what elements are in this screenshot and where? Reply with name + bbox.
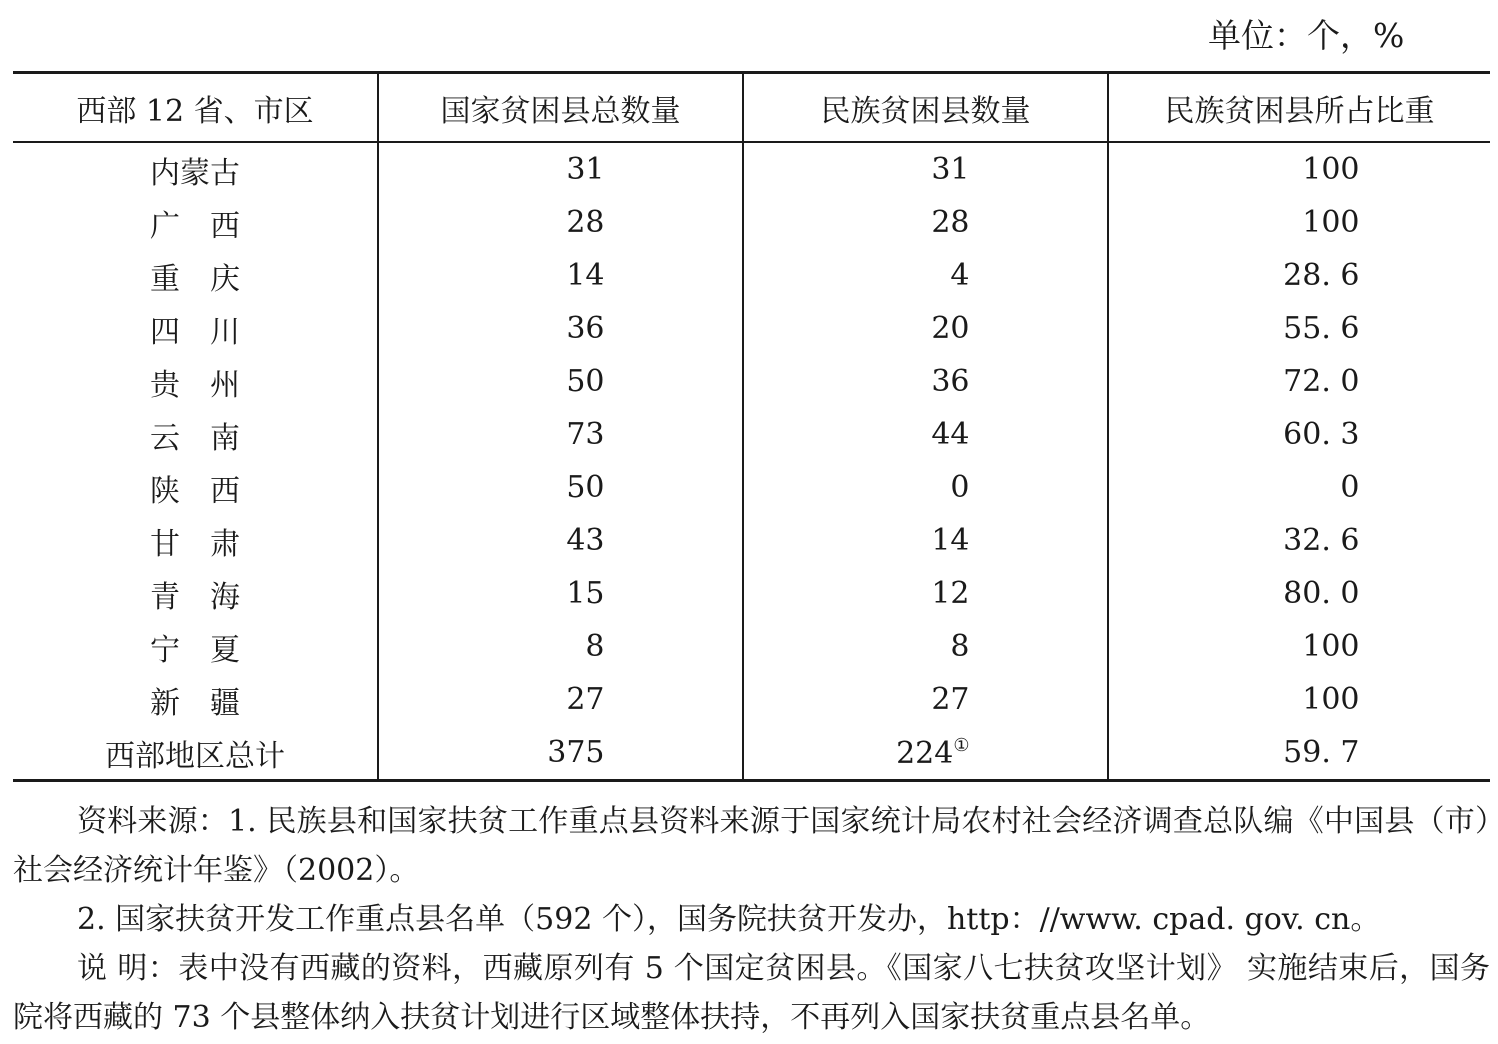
cell-total-value: [517, 523, 605, 558]
cell-region: [13, 514, 378, 567]
table-row: [13, 567, 1490, 620]
cell-share-text: 80. 0: [1283, 576, 1360, 611]
cell-ethnic-value: [882, 470, 970, 505]
region-name: 贵 州: [150, 367, 240, 403]
cell-ethnic-value: [882, 417, 970, 452]
cell-total-value: [517, 470, 605, 505]
cell-region: [13, 726, 378, 781]
cell-total-text: 36: [566, 311, 605, 346]
cell-share: [1108, 461, 1490, 514]
table-row: [13, 408, 1490, 461]
cell-ethnic-text: 224: [896, 735, 954, 771]
cell-share-value: [1240, 205, 1360, 240]
cell-total-value: [517, 735, 605, 770]
cell-ethnic-text: 31: [931, 152, 970, 187]
table-row: [13, 673, 1490, 726]
cell-total-text: 28: [566, 205, 605, 240]
cell-total-value: [517, 311, 605, 346]
cell-total: [378, 302, 743, 355]
cell-ethnic-value: [882, 682, 970, 717]
cell-share-value: [1240, 417, 1360, 452]
note-explanation: 说 明：表中没有西藏的资料，西藏原列有 5 个国定贫困县。《国家八七扶贫攻坚计划》 实施结束后，国务院将西藏的 73 个县整体纳入扶贫计划进行区域整体扶持，不再列入国家扶贫重点县名单。: [13, 951, 1490, 1035]
cell-total: [378, 514, 743, 567]
region-name: 内蒙古: [150, 155, 240, 191]
poverty-county-table: [13, 71, 1490, 782]
cell-total-text: 15: [566, 576, 605, 611]
cell-total-text: 50: [566, 364, 605, 399]
cell-ethnic-value: [882, 629, 970, 664]
cell-share-value: [1240, 152, 1360, 187]
cell-ethnic-value: [882, 364, 970, 399]
cell-ethnic-value: [882, 576, 970, 611]
cell-ethnic-text: 20: [931, 311, 970, 346]
cell-share: [1108, 302, 1490, 355]
cell-total-value: [517, 417, 605, 452]
cell-share-text: 100: [1302, 152, 1360, 187]
table-row: [13, 142, 1490, 196]
cell-total-value: [517, 629, 605, 664]
cell-share-text: 100: [1302, 629, 1360, 664]
cell-ethnic: [743, 408, 1108, 461]
region-name: 陕 西: [150, 473, 240, 509]
cell-share-text: 59. 7: [1283, 735, 1360, 770]
cell-ethnic: [743, 196, 1108, 249]
cell-ethnic-value: [882, 735, 970, 771]
table-row: [13, 461, 1490, 514]
cell-ethnic: [743, 355, 1108, 408]
cell-share-value: [1240, 629, 1360, 664]
note-source-2: 2. 国家扶贫开发工作重点县名单（592 个），国务院扶贫开发办，http：//www. cpad. gov. cn。: [77, 902, 1381, 937]
cell-ethnic-value: [882, 311, 970, 346]
cell-ethnic: [743, 461, 1108, 514]
cell-ethnic: [743, 620, 1108, 673]
cell-share-value: [1240, 258, 1360, 293]
cell-region: [13, 302, 378, 355]
cell-share-value: [1240, 682, 1360, 717]
cell-share: [1108, 142, 1490, 196]
cell-ethnic-value: [882, 523, 970, 558]
cell-region: [13, 673, 378, 726]
cell-ethnic: [743, 142, 1108, 196]
region-name: 西部地区总计: [105, 738, 285, 774]
cell-share: [1108, 620, 1490, 673]
cell-share-value: [1240, 311, 1360, 346]
cell-total-value: [517, 576, 605, 611]
cell-total-text: 31: [566, 152, 605, 187]
cell-total-text: 8: [585, 629, 605, 664]
cell-total-value: [517, 682, 605, 717]
note-source-1: 资料来源：1. 民族县和国家扶贫工作重点县资料来源于国家统计局农村社会经济调查总队编《中国县（市）社会经济统计年鉴》（2002）。: [13, 804, 1490, 888]
cell-share-text: 60. 3: [1283, 417, 1360, 452]
cell-share-text: 55. 6: [1283, 311, 1360, 346]
cell-total: [378, 355, 743, 408]
cell-ethnic-text: 8: [950, 629, 970, 664]
cell-share: [1108, 567, 1490, 620]
cell-total: [378, 142, 743, 196]
cell-share: [1108, 514, 1490, 567]
cell-total-text: 27: [566, 682, 605, 717]
footnote-marker: ①: [953, 734, 970, 756]
cell-ethnic-text: 27: [931, 682, 970, 717]
cell-region: [13, 461, 378, 514]
cell-share-text: 28. 6: [1283, 258, 1360, 293]
cell-share-text: 72. 0: [1283, 364, 1360, 399]
cell-share-value: [1240, 364, 1360, 399]
table-body: [13, 142, 1490, 781]
cell-total-value: [517, 205, 605, 240]
cell-region: [13, 355, 378, 408]
cell-share-value: [1240, 470, 1360, 505]
cell-ethnic: [743, 567, 1108, 620]
cell-ethnic-text: 28: [931, 205, 970, 240]
cell-total: [378, 249, 743, 302]
cell-share-value: [1240, 523, 1360, 558]
cell-share-value: [1240, 576, 1360, 611]
table-row: [13, 355, 1490, 408]
cell-share: [1108, 726, 1490, 781]
cell-ethnic: [743, 673, 1108, 726]
cell-total: [378, 726, 743, 781]
cell-region: [13, 142, 378, 196]
cell-share-text: 100: [1302, 682, 1360, 717]
table-row: [13, 302, 1490, 355]
table-row: [13, 726, 1490, 781]
cell-ethnic: [743, 514, 1108, 567]
cell-ethnic: [743, 726, 1108, 781]
cell-share: [1108, 408, 1490, 461]
table-notes: [13, 797, 1490, 1042]
cell-ethnic-value: [882, 152, 970, 187]
unit-label: 单位：个，%: [1208, 16, 1405, 55]
cell-share-text: 32. 6: [1283, 523, 1360, 558]
cell-total-text: 375: [547, 735, 605, 770]
cell-total: [378, 196, 743, 249]
region-name: 甘 肃: [150, 526, 240, 562]
header-total-poor-counties: 国家贫困县总数量: [378, 73, 743, 143]
cell-share: [1108, 249, 1490, 302]
cell-total: [378, 408, 743, 461]
cell-total-text: 50: [566, 470, 605, 505]
cell-region: [13, 408, 378, 461]
cell-ethnic-text: 12: [931, 576, 970, 611]
table-row: [13, 514, 1490, 567]
cell-total-value: [517, 364, 605, 399]
cell-total-text: 43: [566, 523, 605, 558]
table-row: [13, 249, 1490, 302]
cell-total: [378, 567, 743, 620]
cell-share: [1108, 673, 1490, 726]
cell-share: [1108, 196, 1490, 249]
cell-ethnic-text: 14: [931, 523, 970, 558]
cell-ethnic-text: 44: [931, 417, 970, 452]
cell-total-text: 14: [566, 258, 605, 293]
cell-ethnic-value: [882, 205, 970, 240]
cell-share-text: 0: [1340, 470, 1360, 505]
cell-ethnic-text: 36: [931, 364, 970, 399]
header-region: 西部 12 省、市区: [13, 73, 378, 143]
cell-total: [378, 620, 743, 673]
region-name: 宁 夏: [150, 632, 240, 668]
cell-ethnic-text: 4: [950, 258, 970, 293]
cell-ethnic: [743, 249, 1108, 302]
cell-share: [1108, 355, 1490, 408]
region-name: 云 南: [150, 420, 240, 456]
table-row: [13, 196, 1490, 249]
region-name: 重 庆: [150, 261, 240, 297]
table-header-row: [13, 73, 1490, 143]
cell-ethnic: [743, 302, 1108, 355]
cell-region: [13, 196, 378, 249]
cell-share-value: [1240, 735, 1360, 770]
cell-total-value: [517, 152, 605, 187]
header-ethnic-poor-counties: 民族贫困县数量: [743, 73, 1108, 143]
cell-region: [13, 620, 378, 673]
cell-share-text: 100: [1302, 205, 1360, 240]
cell-ethnic-text: 0: [950, 470, 970, 505]
cell-region: [13, 249, 378, 302]
cell-region: [13, 567, 378, 620]
region-name: 新 疆: [150, 685, 240, 721]
cell-total: [378, 673, 743, 726]
region-name: 青 海: [150, 579, 240, 615]
table-row: [13, 620, 1490, 673]
cell-total: [378, 461, 743, 514]
region-name: 广 西: [150, 208, 240, 244]
header-ethnic-share: 民族贫困县所占比重: [1108, 73, 1490, 143]
cell-total-text: 73: [566, 417, 605, 452]
cell-ethnic-value: [882, 258, 970, 293]
region-name: 四 川: [150, 314, 240, 350]
cell-total-value: [517, 258, 605, 293]
